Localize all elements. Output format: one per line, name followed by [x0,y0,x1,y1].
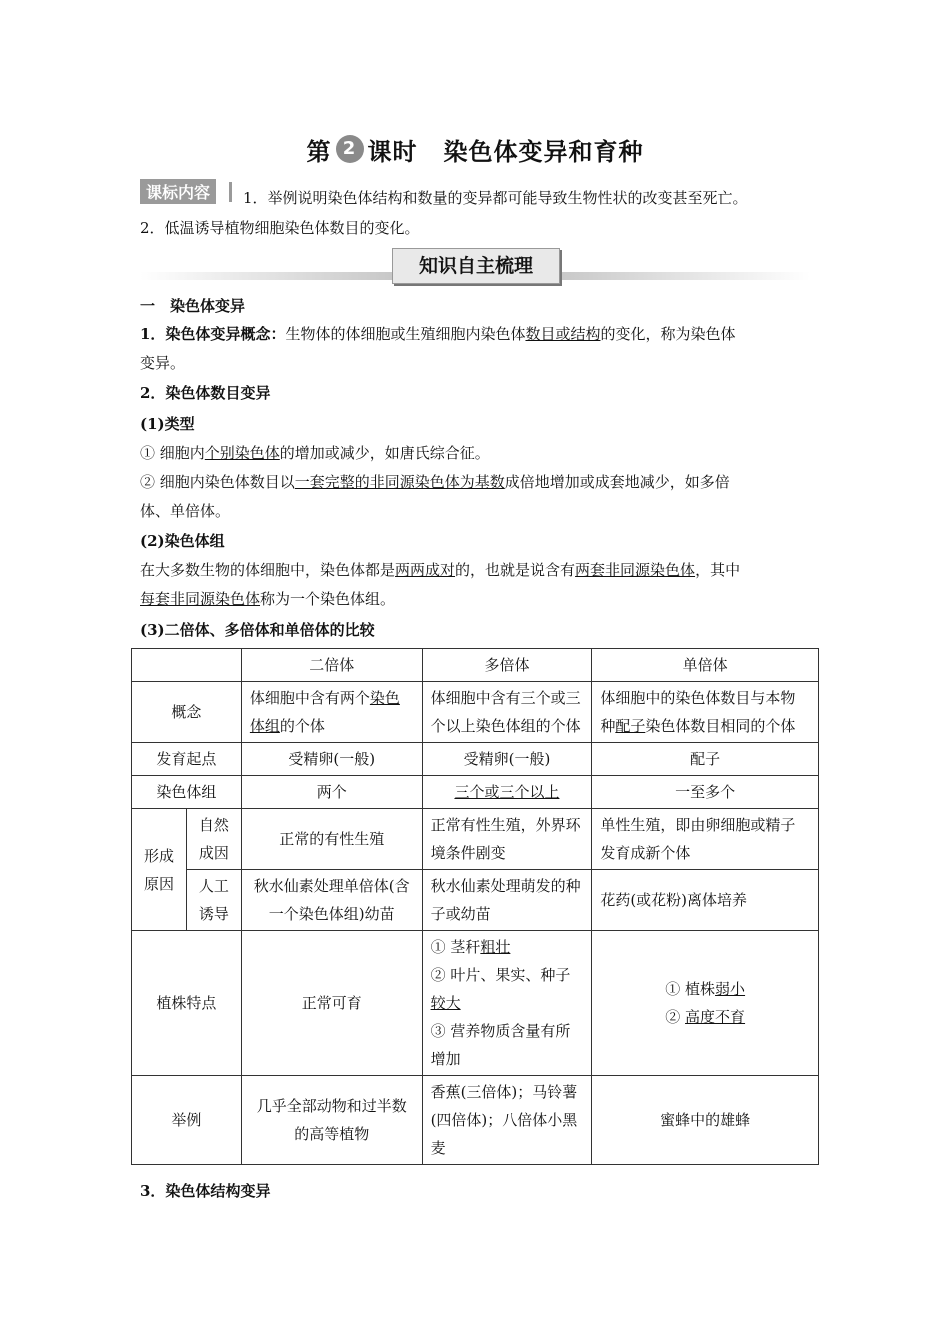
cell: 几乎全部动物和过半数的高等植物 [241,1076,422,1165]
cell: 单性生殖，即由卵细胞或精子发育成新个体 [592,809,819,870]
table-row [132,931,819,1076]
header-diploid: 二倍体 [241,649,422,682]
cell: 正常可育 [241,931,422,1076]
section-heading: 一 染色体变异 [140,297,246,315]
header-haploid: 单倍体 [592,649,819,682]
row-label: 植株特点 [132,931,242,1076]
title-topic: 染色体变异和育种 [443,138,644,166]
cell: 体细胞中含有两个染色体组的个体 [241,682,422,743]
table-row [132,1076,819,1165]
header-polyploid: 多倍体 [422,649,592,682]
cell: 香蕉(三倍体)；马铃薯(四倍体)；八倍体小黑麦 [422,1076,592,1165]
cell: 三个或三个以上 [422,776,592,809]
cell: 秋水仙素处理萌发的种子或幼苗 [422,870,592,931]
row-label: 发育起点 [132,743,242,776]
heading-chromosome-set: (2)染色体组 [140,532,225,550]
row-label: 染色体组 [132,776,242,809]
row-label: 概念 [132,682,242,743]
cell: 配子 [592,743,819,776]
cell: 体细胞中含有三个或三个以上染色体组的个体 [422,682,592,743]
chromosome-set-paragraph: 在大多数生物的体细胞中，染色体都是两两成对的，也就是说含有两套非同源染色体，其中 每套非同源染色体称为一个染色体组。 [140,561,741,608]
cell: 蜜蜂中的雄蜂 [592,1076,819,1165]
type-item-2: ② 细胞内染色体数目以一套完整的非同源染色体为基数成倍地增加或成套地减少，如多倍 体、单倍体。 [140,473,730,520]
cell: 两个 [241,776,422,809]
sub-label: 自然成因 [186,809,241,870]
row-label: 形成原因 [132,809,187,931]
standard-item-2: 2．低温诱导植物细胞染色体数目的变化。 [140,219,420,237]
table-row [132,870,819,931]
table-row [132,776,819,809]
table-header-row [132,649,819,682]
table-row [132,743,819,776]
cell: ① 茎秆粗壮 ② 叶片、果实、种子较大 ③ 营养物质含量有所增加 [422,931,592,1076]
concept-paragraph: 1．染色体变异概念：生物体的体细胞或生殖细胞内染色体数目或结构的变化，称为染色体 变异。 [140,325,736,372]
cell: ① 植株弱小 ② 高度不育 [592,931,819,1076]
cell: 花药(或花粉)离体培养 [592,870,819,931]
cell: 受精卵(一般) [422,743,592,776]
cell: 一至多个 [592,776,819,809]
cell: 正常有性生殖，外界环境条件剧变 [422,809,592,870]
page-title [0,132,950,167]
cell: 受精卵(一般) [241,743,422,776]
cell: 秋水仙素处理单倍体(含一个染色体组)幼苗 [241,870,422,931]
type-item-1: ① 细胞内个别染色体的增加或减少，如唐氏综合征。 [140,444,490,462]
sub-label: 人工诱导 [186,870,241,931]
tag-divider [229,182,232,202]
curriculum-tag: 课标内容 [140,179,216,204]
row-label: 举例 [132,1076,242,1165]
standard-item-1: 1．举例说明染色体结构和数量的变异都可能导致生物性状的改变甚至死亡。 [243,189,748,207]
table-row [132,809,819,870]
section-banner: 知识自主梳理 [392,248,560,284]
heading-structure-variation: 3．染色体结构变异 [140,1182,271,1200]
title-prefix: 第 [306,138,332,166]
title-suffix: 课时 [367,138,418,166]
heading-number-variation: 2．染色体数目变异 [140,384,271,402]
heading-comparison: (3)二倍体、多倍体和单倍体的比较 [140,621,375,639]
table-row [132,682,819,743]
cell: 体细胞中的染色体数目与本物种配子染色体数目相同的个体 [592,682,819,743]
comparison-table [131,648,819,1165]
heading-types: (1)类型 [140,415,195,433]
cell: 正常的有性生殖 [241,809,422,870]
lesson-number-badge: 2 [336,135,364,163]
